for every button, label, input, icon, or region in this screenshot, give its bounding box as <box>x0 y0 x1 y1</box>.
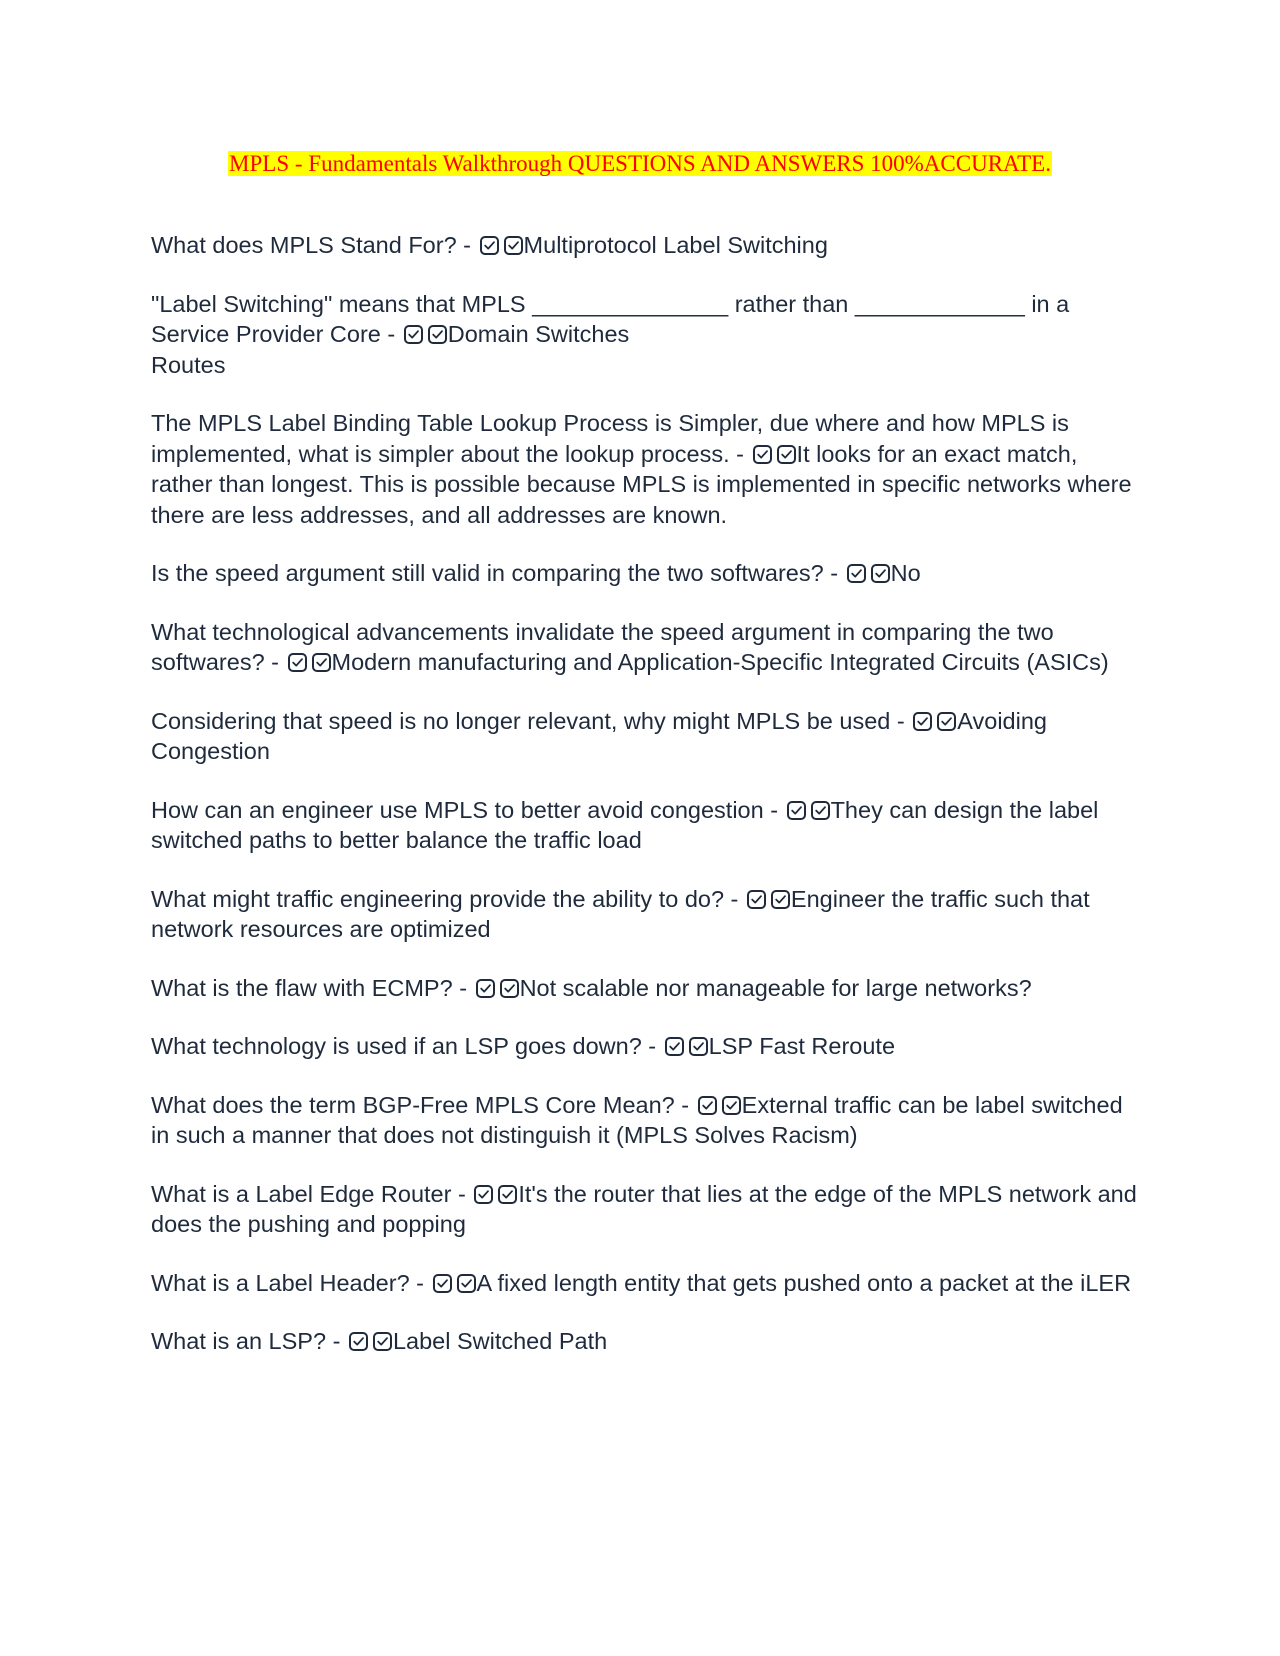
qa-item <box>151 1031 1141 1062</box>
separator-text: - <box>456 232 478 258</box>
qa-item <box>151 973 1141 1004</box>
question-text: What technological advancements invalidate the speed argument in comparing the two softwares? <box>151 618 1054 675</box>
qa-item <box>151 230 1141 261</box>
separator-text: - <box>724 885 745 912</box>
question-text: What is the flaw with ECMP? <box>151 974 453 1001</box>
question-text: Is the speed argument still valid in comparing the two softwares? <box>151 560 824 586</box>
checked-box-icon <box>404 325 423 344</box>
checked-box-icon <box>288 653 307 672</box>
checked-box-icon <box>722 1096 741 1115</box>
separator-text: - <box>452 974 474 1001</box>
separator-text: - <box>729 440 751 467</box>
answer-checkmarks <box>480 230 524 261</box>
answer-checkmarks <box>433 1268 477 1299</box>
qa-item <box>151 706 1141 767</box>
separator-text: - <box>264 649 286 675</box>
checked-box-icon <box>747 890 766 909</box>
answer-text: Multiprotocol Label Switching <box>523 232 828 258</box>
answer-checkmarks <box>288 647 332 678</box>
checked-box-icon <box>665 1037 684 1056</box>
qa-item <box>151 558 1141 589</box>
qa-item <box>151 617 1141 678</box>
question-text: "Label Switching" means that MPLS _______________ rather than _____________ in a Service Provider Core <box>151 290 1070 347</box>
checked-box-icon <box>312 653 331 672</box>
qa-item <box>151 795 1141 856</box>
checked-box-icon <box>349 1332 368 1351</box>
separator-text: - <box>823 560 845 586</box>
answer-text: Label Switched Path <box>392 1328 608 1354</box>
answer-checkmarks <box>474 1179 518 1210</box>
checked-box-icon <box>433 1274 452 1293</box>
separator-text: - <box>763 796 785 823</box>
answer-checkmarks <box>349 1326 393 1357</box>
answer-checkmarks <box>404 319 448 350</box>
checked-box-icon <box>457 1274 476 1293</box>
checked-box-icon <box>500 979 519 998</box>
answer-text: It's the router that lies at the edge of the MPLS network and does the pushing and popping <box>151 1180 1137 1237</box>
document-title-text: MPLS - Fundamentals Walkthrough QUESTIONS AND ANSWERS 100%ACCURATE. <box>229 151 1051 176</box>
answer-text: Avoiding Congestion <box>151 707 1047 764</box>
qa-item <box>151 408 1141 530</box>
qa-item <box>151 1326 1141 1357</box>
answer-text: It looks for an exact match, rather than longest. This is possible because MPLS is implemented in specific networks where there are less addresses, and all addresses are known. <box>151 440 1132 528</box>
checked-box-icon <box>777 445 796 464</box>
checked-box-icon <box>937 712 956 731</box>
checked-box-icon <box>476 979 495 998</box>
answer-text: Modern manufacturing and Application-Specific Integrated Circuits (ASICs) <box>331 649 1109 675</box>
question-text: What is a Label Edge Router <box>151 1180 452 1207</box>
qa-item <box>151 1090 1141 1151</box>
checked-box-icon <box>847 564 866 583</box>
question-text: The MPLS Label Binding Table Lookup Process is Simpler, due where and how MPLS is implemented, what is simpler about the lookup process. <box>151 410 1069 467</box>
document-title <box>0 150 1280 178</box>
answer-text: No <box>890 560 921 586</box>
question-text: What is an LSP? <box>151 1328 327 1354</box>
separator-text: - <box>890 707 912 734</box>
answer-checkmarks <box>847 558 891 589</box>
checked-box-icon <box>373 1332 392 1351</box>
answer-text: They can design the label switched paths to better balance the traffic load <box>151 796 1099 853</box>
answer-checkmarks <box>753 439 797 470</box>
question-text: How can an engineer use MPLS to better avoid congestion <box>151 796 764 823</box>
answer-text: Domain Switches <box>447 321 630 347</box>
answer-text: Engineer the traffic such that network resources are optimized <box>151 885 1090 942</box>
separator-text: - <box>451 1180 473 1207</box>
checked-box-icon <box>689 1037 708 1056</box>
checked-box-icon <box>498 1185 517 1204</box>
answer-text: LSP Fast Reroute <box>708 1033 896 1059</box>
question-text: What might traffic engineering provide the ability to do? <box>151 885 725 912</box>
answer-checkmarks <box>476 973 520 1004</box>
checked-box-icon <box>913 712 932 731</box>
answer-checkmarks <box>698 1090 742 1121</box>
checked-box-icon <box>771 890 790 909</box>
checked-box-icon <box>504 236 523 255</box>
checked-box-icon <box>428 325 447 344</box>
question-text: What technology is used if an LSP goes down? <box>151 1033 642 1059</box>
qa-item <box>151 884 1141 945</box>
question-text: What does MPLS Stand For? <box>151 232 457 258</box>
qa-item <box>151 1179 1141 1240</box>
answer-extra-text: Routes <box>151 351 226 378</box>
qa-list <box>151 230 1141 1385</box>
separator-text: - <box>409 1269 431 1296</box>
separator-text: - <box>674 1091 696 1118</box>
question-text: What is a Label Header? <box>151 1269 410 1296</box>
qa-item <box>151 289 1141 381</box>
separator-text: - <box>380 321 402 347</box>
answer-text: A fixed length entity that gets pushed onto a packet at the iLER <box>476 1269 1132 1296</box>
question-text: Considering that speed is no longer relevant, why might MPLS be used <box>151 707 891 734</box>
separator-text: - <box>641 1033 663 1059</box>
checked-box-icon <box>698 1096 717 1115</box>
checked-box-icon <box>480 236 499 255</box>
checked-box-icon <box>474 1185 493 1204</box>
answer-checkmarks <box>913 706 957 737</box>
answer-checkmarks <box>665 1031 709 1062</box>
checked-box-icon <box>811 801 830 820</box>
answer-text: External traffic can be label switched in such a manner that does not distinguish it (MPLS Solves Racism) <box>151 1091 1123 1148</box>
question-text: What does the term BGP-Free MPLS Core Mean? <box>151 1091 675 1118</box>
answer-checkmarks <box>787 795 831 826</box>
answer-checkmarks <box>747 884 791 915</box>
qa-item <box>151 1268 1141 1299</box>
checked-box-icon <box>753 445 772 464</box>
separator-text: - <box>326 1328 347 1354</box>
checked-box-icon <box>871 564 890 583</box>
checked-box-icon <box>787 801 806 820</box>
answer-text: Not scalable nor manageable for large networks? <box>519 974 1032 1001</box>
